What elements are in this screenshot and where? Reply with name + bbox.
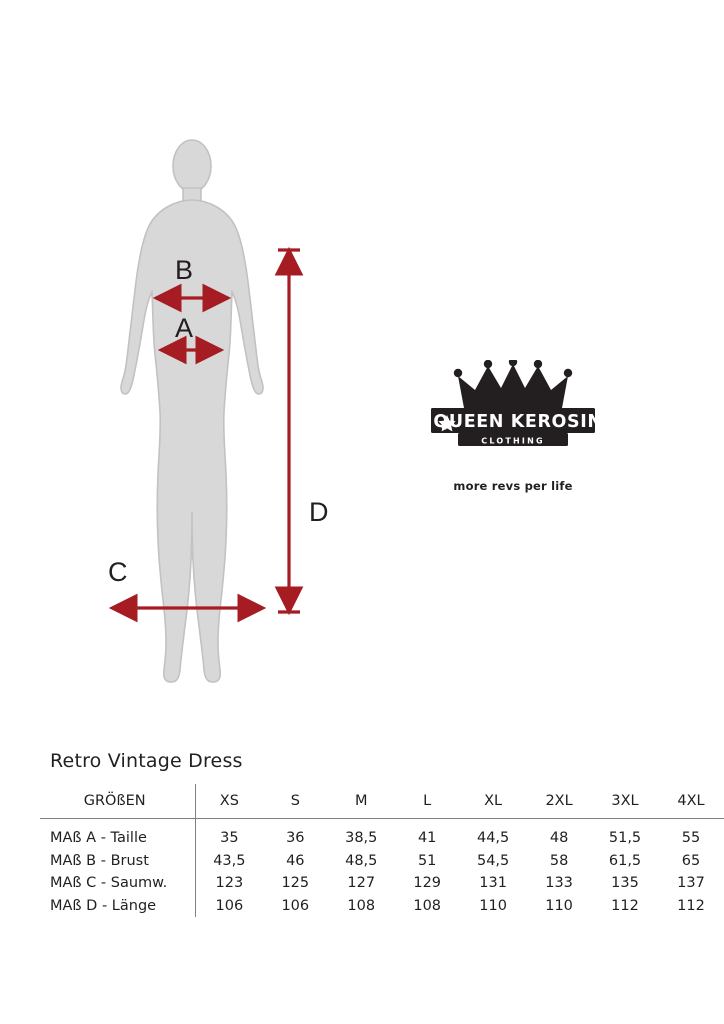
brand-logo — [418, 360, 608, 493]
table-row — [40, 872, 724, 895]
cell-brust-xl: 54,5 — [476, 852, 510, 869]
row-label-saumweite: MAß C - Saumw. — [40, 872, 196, 895]
cell-laenge-4xl: 112 — [677, 897, 705, 914]
column-header-size-4xl: 4XL — [658, 784, 724, 819]
size-table — [40, 784, 724, 917]
cell-saumw-2xl: 133 — [545, 875, 573, 892]
logo-brand-sub: CLOTHING — [481, 436, 545, 446]
cell-taille-4xl: 55 — [681, 830, 701, 847]
row-label-brust: MAß B - Brust — [40, 850, 196, 873]
column-header-size-3xl: 3XL — [592, 784, 658, 819]
column-header-size-s: S — [262, 784, 328, 819]
cell-laenge-xl: 110 — [479, 897, 507, 914]
row-label-taille: MAß A - Taille — [40, 827, 196, 850]
table-row — [40, 850, 724, 873]
cell-brust-2xl: 58 — [549, 852, 569, 869]
cell-saumw-xs: 123 — [215, 875, 244, 892]
cell-brust-l: 51 — [417, 852, 437, 869]
logo-tagline: more revs per life — [453, 479, 573, 493]
measure-label-a: A — [175, 313, 194, 343]
cell-brust-3xl: 61,5 — [608, 852, 642, 869]
cell-saumw-4xl: 137 — [677, 875, 705, 892]
table-spacer-row — [40, 819, 724, 828]
measure-label-b: B — [175, 255, 194, 285]
cell-saumw-l: 129 — [413, 875, 442, 892]
cell-taille-m: 38,5 — [345, 830, 378, 847]
cell-saumw-s: 125 — [281, 875, 310, 892]
cell-saumw-m: 127 — [347, 875, 376, 892]
column-header-size-m: M — [328, 784, 394, 819]
cell-laenge-xs: 106 — [215, 897, 244, 914]
column-header-sizes: GRÖßEN — [40, 784, 196, 819]
measure-label-d: D — [309, 497, 329, 527]
cell-laenge-l: 108 — [413, 897, 442, 914]
cell-laenge-2xl: 110 — [545, 897, 573, 914]
cell-taille-s: 36 — [286, 830, 305, 847]
cell-laenge-3xl: 112 — [611, 897, 639, 914]
table-row — [40, 895, 724, 918]
measure-label-c: C — [108, 557, 128, 587]
cell-taille-xs: 35 — [220, 830, 239, 847]
cell-brust-xs: 43,5 — [213, 852, 246, 869]
cell-taille-2xl: 48 — [549, 830, 569, 847]
column-header-size-xl: XL — [460, 784, 526, 819]
table-header-row — [40, 784, 724, 819]
table-row — [40, 827, 724, 850]
logo-brand-name: QUEEN KEROSIN — [433, 412, 603, 432]
cell-brust-4xl: 65 — [681, 852, 701, 869]
cell-taille-xl: 44,5 — [476, 830, 510, 847]
cell-saumw-3xl: 135 — [611, 875, 639, 892]
cell-brust-s: 46 — [286, 852, 305, 869]
cell-laenge-m: 108 — [347, 897, 376, 914]
column-header-size-xs: XS — [196, 784, 263, 819]
measurement-arrows — [95, 130, 395, 690]
queen-kerosin-crown-logo — [418, 360, 608, 465]
cell-taille-l: 41 — [417, 830, 437, 847]
cell-brust-m: 48,5 — [345, 852, 378, 869]
cell-taille-3xl: 51,5 — [608, 830, 642, 847]
page-title: Retro Vintage Dress — [50, 750, 243, 772]
row-label-laenge: MAß D - Länge — [40, 895, 196, 918]
cell-saumw-xl: 131 — [479, 875, 507, 892]
column-header-size-l: L — [394, 784, 460, 819]
cell-laenge-s: 106 — [281, 897, 310, 914]
column-header-size-2xl: 2XL — [526, 784, 592, 819]
